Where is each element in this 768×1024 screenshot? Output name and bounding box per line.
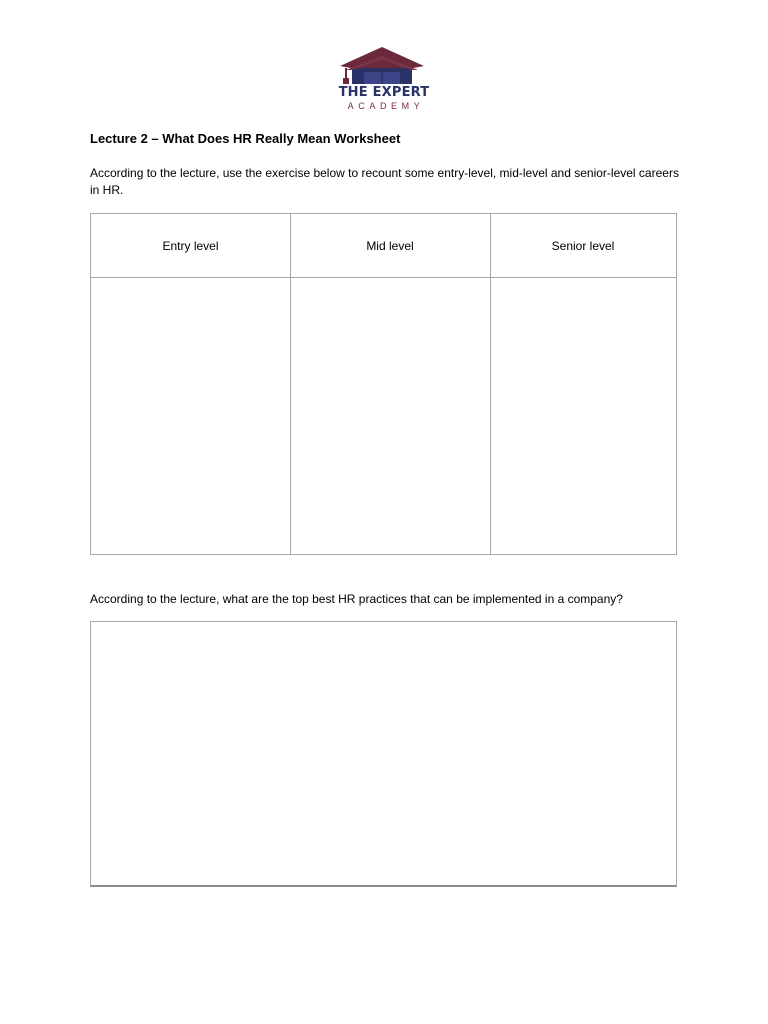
brand-subtitle: ACADEMY	[347, 101, 425, 111]
mid-level-column[interactable]	[290, 214, 491, 554]
column-header-mid-level: Mid level	[290, 214, 490, 278]
entry-level-column	[91, 214, 291, 554]
column-header-senior-level: Senior level	[490, 214, 676, 278]
worksheet-title: Lecture 2 – What Does HR Really Mean Worksheet	[90, 131, 401, 146]
brand-name: THE EXPERT	[338, 85, 430, 100]
graduation-cap-icon	[332, 44, 436, 88]
practices-question: According to the lecture, what are the top best HR practices that can be implemented in a company?	[90, 592, 623, 606]
instructions-text: According to the lecture, use the exercise below to recount some entry-level, mid-level and senior-level careers in HR.	[90, 166, 679, 197]
academy-logo	[332, 44, 436, 114]
practices-answer-box[interactable]	[90, 621, 677, 887]
senior-level-column[interactable]	[490, 214, 676, 554]
career-levels-table	[90, 213, 677, 555]
column-header-entry-level: Entry level	[91, 214, 290, 278]
